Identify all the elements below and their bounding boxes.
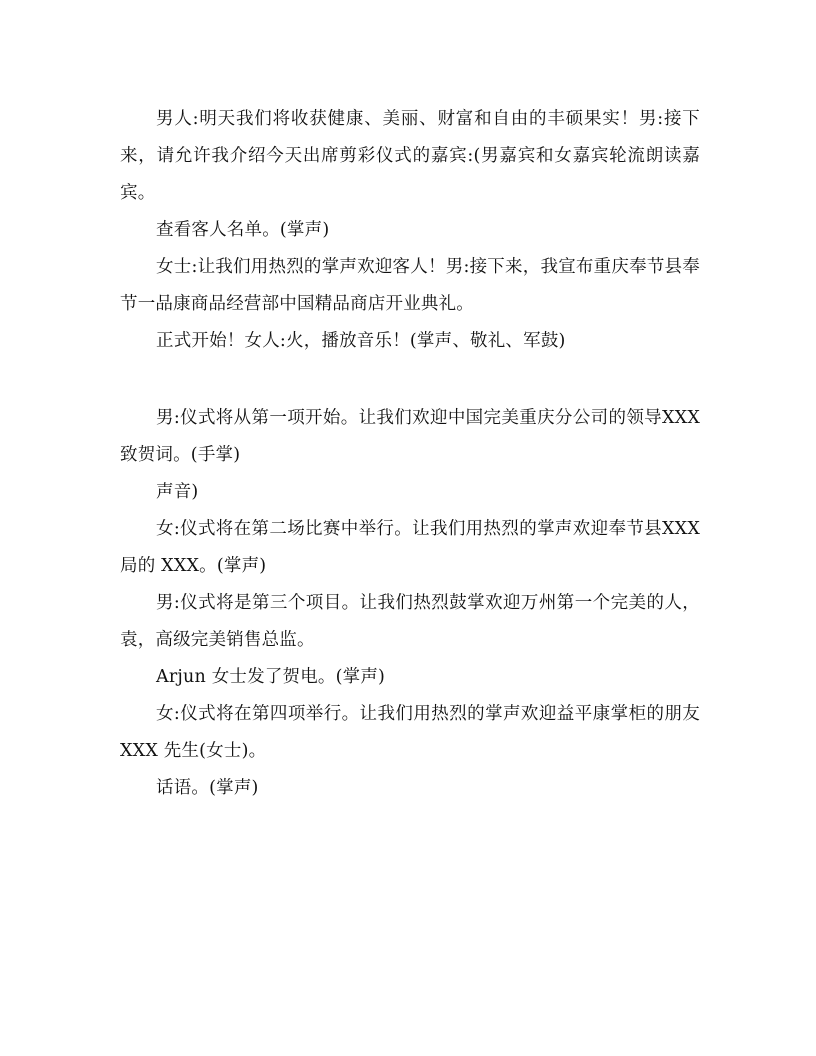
document-body	[120, 101, 700, 807]
paragraph: 查看客人名单。(掌声)	[156, 220, 330, 240]
paragraph: 话语。(掌声)	[156, 778, 259, 798]
paragraph: 正式开始！女人:火，播放音乐！(掌声、敬礼、军鼓)	[156, 331, 566, 351]
paragraph: 女士:让我们用热烈的掌声欢迎客人！男:接下来，我宣布重庆奉节县奉节一品康商品经营部中国精品商店开业典礼。	[120, 257, 700, 314]
paragraph: 女:仪式将在第四项举行。让我们用热烈的掌声欢迎益平康掌柜的朋友 XXX 先生(女士)。	[120, 704, 700, 761]
paragraph: Arjun 女士发了贺电。(掌声)	[156, 667, 386, 687]
paragraph: 男人:明天我们将收获健康、美丽、财富和自由的丰硕果实！男:接下来，请允许我介绍今天出席剪彩仪式的嘉宾:(男嘉宾和女嘉宾轮流朗读嘉宾。	[120, 109, 700, 203]
paragraph: 声音)	[156, 482, 199, 502]
paragraph: 男:仪式将从第一项开始。让我们欢迎中国完美重庆分公司的领导XXX 致贺词。(手掌)	[120, 408, 700, 465]
paragraph: 女:仪式将在第二场比赛中举行。让我们用热烈的掌声欢迎奉节县XXX 局的 XXX。(掌声)	[120, 519, 700, 576]
paragraph: 男:仪式将是第三个项目。让我们热烈鼓掌欢迎万州第一个完美的人，袁，高级完美销售总监。	[120, 593, 700, 650]
